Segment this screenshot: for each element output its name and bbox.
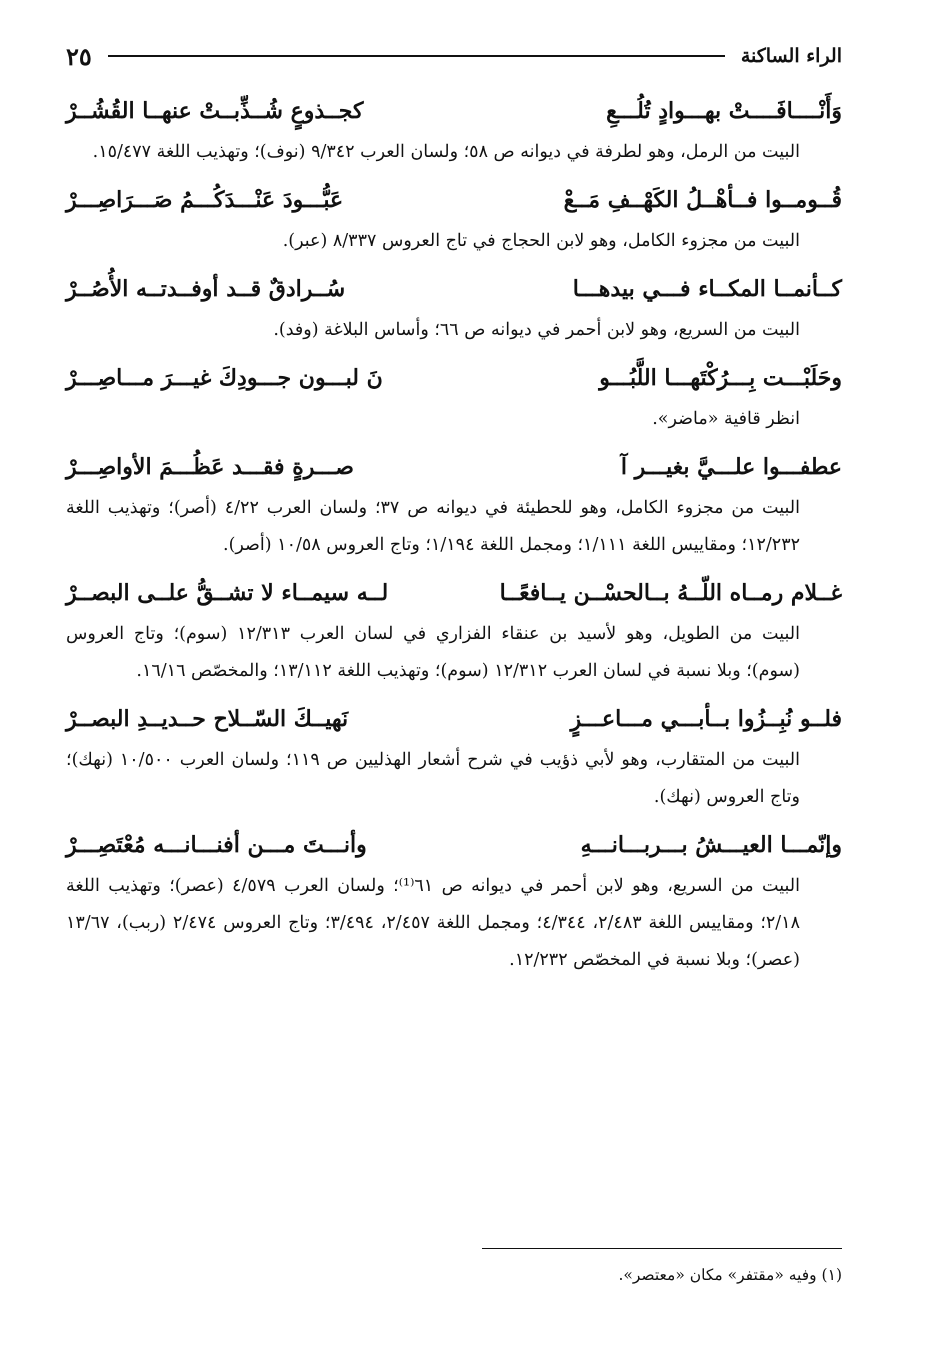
page-number: ٢٥ [66,41,92,71]
footnote: (١) وفيه «مقتفر» مكان «معتصر». [618,1266,842,1284]
second-hemistich: وأنـــتَ مـــن أفنـــانـــه مُعْتَصِـــرْ [66,832,367,858]
second-hemistich: كجــذوعٍ شُــذِّبــتْ عنهــا القُشُــرْ [66,98,364,124]
second-hemistich: لــه سيمــاء لا تشــقُّ علــى البصــرْ [66,580,389,606]
source-note: البيت من الرمل، وهو لطرفة في ديوانه ص ٥٨؛ ولسان العرب ٩/٣٤٢ (نوف)؛ وتهذيب اللغة ١٥/٤٧٧. [92,142,800,162]
first-hemistich: وَأَنْــــافَــــتْ بهـــوادٍ تُلُـــعِ [606,98,842,124]
verse-line [66,266,842,312]
verse-line [66,355,842,401]
verse-entry [66,177,842,260]
source-note: البيت من السريع، وهو لابن أحمر في ديوانه ص ٦١⁽¹⁾؛ ولسان العرب ٤/٥٧٩ (عصر)؛ وتهذيب اللغة ٢/١٨؛ ومقاييس اللغة ٢/٤٨٣، ٤/٣٤٤؛ ومجمل اللغة ٢/٤٥٧، ٣/٤٩٤؛ وتاج العروس ٢/٤٧٤ (ربب)، ١٣/٦٧ (عصر)؛ وبلا نسبة في المخصّص ١٢/٢٣٢. [66,876,800,970]
verse-line [66,570,842,616]
second-hemistich: نَ لبـــون جـــودِكَ غيـــرَ مـــاصِـــرْ [66,365,383,391]
verse-line [66,822,842,868]
verse-entry [66,444,842,564]
verse-line [66,177,842,223]
first-hemistich: وحَلَبْـــت بِـــرُكْتَهـــا اللَّبُـــو [599,365,842,391]
first-hemistich: غــلام رمــاه اللّــهُ بــالحسْــن يــافعًــا [499,580,842,606]
verse-line [66,88,842,134]
source-note: البيت من مجزوء الكامل، وهو للحطيئة في ديوانه ص ٣٧؛ ولسان العرب ٤/٢٢ (أصر)؛ وتهذيب اللغة ١٢/٢٣٢؛ ومقاييس اللغة ١/١١١؛ ومجمل اللغة ١/١٩٤؛ وتاج العروس ١٠/٥٨ (أصر). [66,498,800,555]
first-hemistich: فلــو نُبِــزُوا بــأبـــي مـــاعـــزٍ [570,706,842,732]
page-header [66,36,842,76]
footnote-rule [482,1248,842,1249]
page-content [66,88,842,985]
first-hemistich: عطفـــوا علـــيَّ بغيـــر آ [620,454,842,480]
verse-entry [66,88,842,171]
verse-entry [66,355,842,438]
second-hemistich: عَبُّـــودَ عَنْـــدَكُـــمُ صَـــرَاصِـــرْ [66,187,344,213]
source-note: البيت من مجزوء الكامل، وهو لابن الحجاج في تاج العروس ٨/٣٣٧ (عبر). [282,231,800,251]
verse-line [66,696,842,742]
verse-entry [66,266,842,349]
header-rule [108,55,725,57]
second-hemistich: صـــرةٍ فقـــد عَظُـــمَ الأواصِـــرْ [66,454,354,480]
second-hemistich: نَهيــكَ السّــلاح حــديــدِ البصــرْ [66,706,349,732]
verse-entry [66,570,842,690]
source-note: البيت من السريع، وهو لابن أحمر في ديوانه ص ٦٦؛ وأساس البلاغة (وفد). [273,320,800,340]
second-hemistich: سُــرادقٌ قــد أوفــدتــه الأُصُــرْ [66,276,346,302]
source-note: البيت من الطويل، وهو لأسيد بن عنقاء الفزاري في لسان العرب ١٢/٣١٣ (سوم)؛ وتاج العروس (سوم)؛ وبلا نسبة في لسان العرب ١٢/٣١٢ (سوم)؛ وتهذيب اللغة ١٣/١١٢؛ والمخصّص ١٦/١٦. [66,624,800,681]
source-note: انظر قافية «ماضر». [652,409,800,429]
first-hemistich: كــأنمــا المكــاء فـــي بيدهـــا [572,276,842,302]
first-hemistich: قُــومــوا فــأهْــلُ الكَهْــفِ مَــعْ [563,187,842,213]
verse-line [66,444,842,490]
verse-entry [66,822,842,979]
verse-entry [66,696,842,816]
running-title: الراء الساكنة [740,45,842,67]
first-hemistich: وإنّمـــا العيـــشُ بـــربـــانـــهِ [580,832,842,858]
source-note: البيت من المتقارب، وهو لأبي ذؤيب في شرح أشعار الهذليين ص ١١٩؛ ولسان العرب ١٠/٥٠٠ (نهك)؛ وتاج العروس (نهك). [66,750,800,807]
